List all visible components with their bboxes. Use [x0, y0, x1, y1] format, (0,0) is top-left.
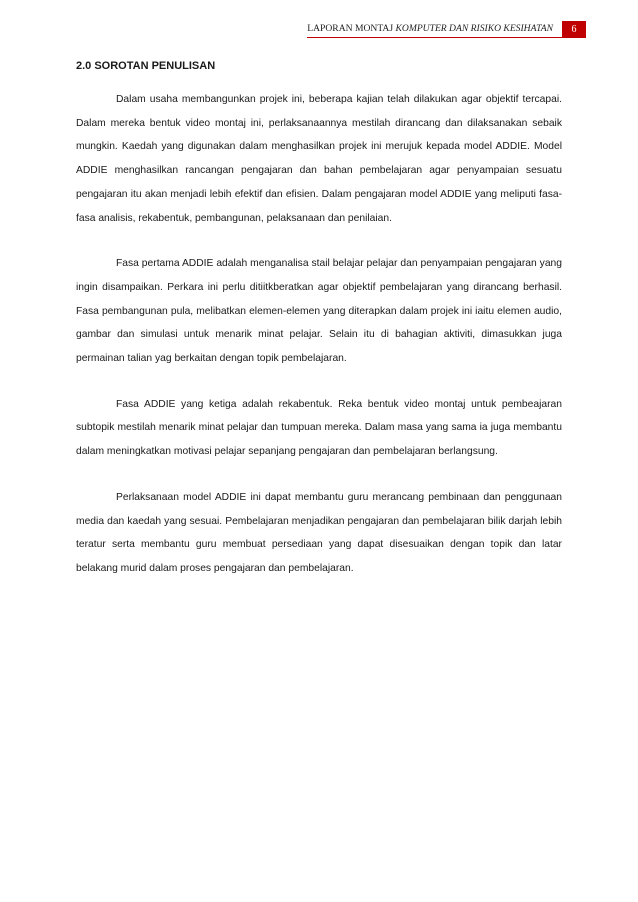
- paragraph-4: Perlaksanaan model ADDIE ini dapat membantu guru merancang pembinaan dan penggunaan media dan kaedah yang sesuai. Pembelajaran menjadikan pengajaran dan pembelajaran bilik darjah lebih teratur serta membantu guru membuat persediaan yang dapat disesuaikan dengan topik dan latar belakang murid dalam proses pengajaran dan pembelajaran.: [76, 491, 562, 574]
- section-heading: 2.0 SOROTAN PENULISAN: [76, 60, 216, 72]
- header-title-italic: KOMPUTER DAN RISIKO KESIHATAN: [395, 23, 553, 34]
- paragraph-3: Fasa ADDIE yang ketiga adalah rekabentuk. Reka bentuk video montaj untuk pembeajaran subtopik mestilah menarik minat pelajar dan tumpuan mereka. Dalam masa yang sama ia juga membantu dalam meningkatkan motivasi pelajar sepanjang pengajaran dan pembelajaran berlangsung.: [76, 398, 562, 458]
- header-title: [307, 21, 562, 38]
- header-title-prefix: LAPORAN MONTAJ: [307, 23, 396, 34]
- page-content: [76, 58, 562, 603]
- paragraph-1: Dalam usaha membangunkan projek ini, beberapa kajian telah dilakukan agar objektif tercapai. Dalam mereka bentuk video montaj ini, perlaksanaannya mestilah dirancang dan dilaksanakan sebaik mungkin. Kaedah yang digunakan dalam menghasilkan projek ini merujuk kepada model ADDIE. Model ADDIE menghasilkan rancangan pengajaran dan bahan pembelajaran agar penyampaian sesuatu pengajaran itu akan menjadi lebih efektif dan efisien. Dalam pengajaran model ADDIE yang meliputi fasa-fasa analisis, rekabentuk, pembangunan, pelaksanaan dan penilaian.: [76, 94, 562, 224]
- page-header: [307, 22, 638, 38]
- paragraph-2: Fasa pertama ADDIE adalah menganalisa stail belajar pelajar dan penyampaian pengajaran yang ingin disampaikan. Perkara ini perlu ditiitkberatkan agar objektif pembelajaran yang dirancang berhasil. Fasa pembangunan pula, melibatkan elemen-elemen yang diterapkan dalam projek ini iaitu elemen audio, gambar dan simulasi untuk menarik minat pelajar. Selain itu di bahagian aktiviti, dimasukkan juga permainan talian yag berkaitan dengan topik pembelajaran.: [76, 258, 562, 365]
- page-number: 6: [562, 21, 586, 38]
